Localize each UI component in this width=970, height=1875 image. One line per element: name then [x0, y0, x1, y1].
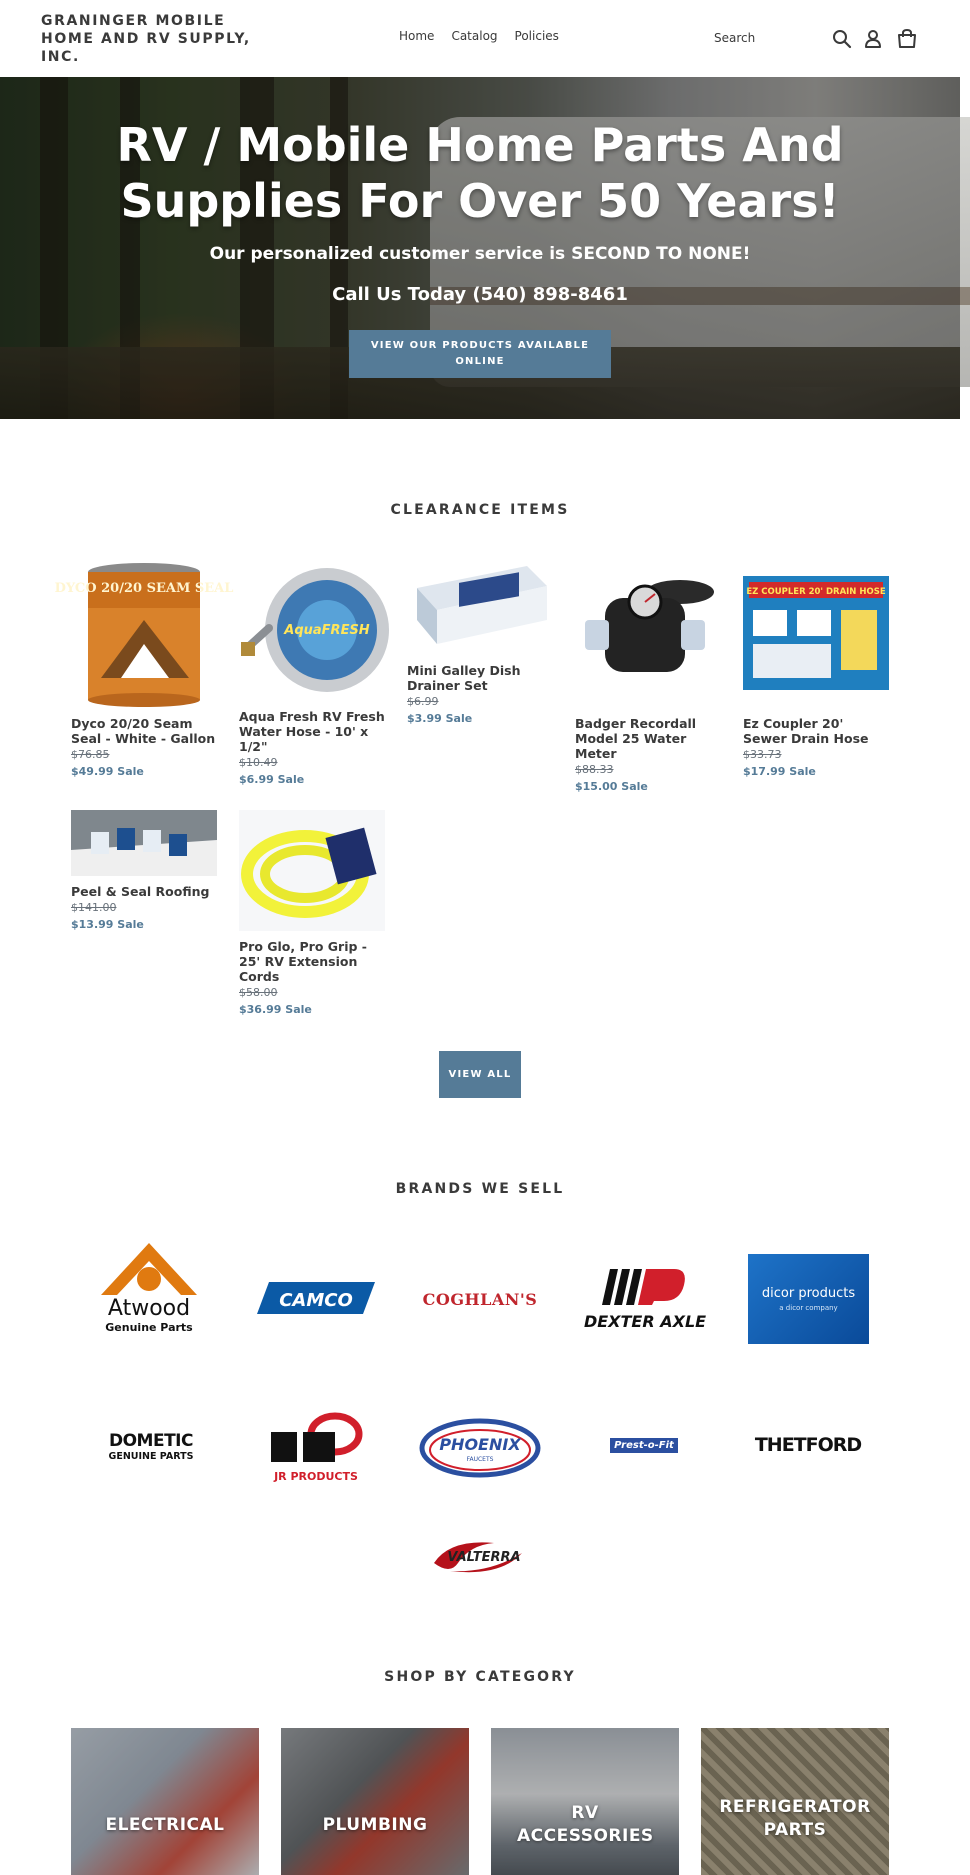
product-sale-price: $3.99 Sale — [407, 712, 473, 725]
category-overlay — [71, 1728, 259, 1875]
category-rv-accessories-label: RV ACCESSORIES — [517, 1803, 654, 1846]
product-image-label: EZ COUPLER 20' DRAIN HOSE — [746, 587, 886, 597]
product-name[interactable]: Pro Glo, Pro Grip - 25' RV Extension Cords — [239, 939, 367, 984]
brand-dometic[interactable] — [90, 1426, 212, 1466]
brand-dometic-name: DOMETIC — [108, 1430, 193, 1451]
search-icon[interactable] — [831, 28, 853, 50]
product-image[interactable] — [71, 810, 217, 876]
product-name[interactable]: Mini Galley Dish Drainer Set — [407, 663, 521, 693]
product-old-price: $88.33 — [575, 763, 614, 776]
product-sale-price: $49.99 Sale — [71, 765, 144, 778]
brand-camco[interactable] — [255, 1280, 377, 1316]
product-image-label: DYCO 20/20 SEAM SEAL — [54, 581, 234, 596]
category-rv-accessories[interactable] — [491, 1728, 679, 1875]
product-name[interactable]: Dyco 20/20 Seam Seal - White - Gallon — [71, 716, 216, 746]
site-logo-text[interactable]: GRANINGER MOBILE HOME AND RV SUPPLY, INC. — [41, 13, 251, 65]
product-card[interactable] — [71, 810, 217, 931]
product-old-price: $58.00 — [239, 986, 278, 999]
view-all-button[interactable]: VIEW ALL — [439, 1051, 521, 1098]
product-old-price: $6.99 — [407, 695, 439, 708]
product-image-label: AquaFRESH — [284, 623, 370, 638]
category-plumbing[interactable] — [281, 1728, 469, 1875]
brand-atwood[interactable] — [79, 1235, 219, 1335]
brand-thetford[interactable] — [745, 1430, 871, 1460]
categories-title: SHOP BY CATEGORY — [384, 1669, 576, 1685]
product-old-price: $10.49 — [239, 756, 278, 769]
brand-coghlans-name: COGHLAN'S — [422, 1289, 538, 1309]
brand-prestofit-name: Prest-o-Fit — [610, 1438, 678, 1453]
product-sale-price: $17.99 Sale — [743, 765, 816, 778]
product-name[interactable]: Ez Coupler 20' Sewer Drain Hose — [743, 716, 869, 746]
product-sale-price: $36.99 Sale — [239, 1003, 312, 1016]
brand-phoenix-sub: FAUCETS — [466, 1456, 494, 1463]
account-icon[interactable] — [862, 28, 884, 50]
brands-title: BRANDS WE SELL — [395, 1181, 565, 1197]
product-old-price: $141.00 — [71, 901, 117, 914]
brand-valterra[interactable] — [430, 1533, 530, 1579]
product-card[interactable] — [407, 558, 553, 725]
product-sale-price: $6.99 Sale — [239, 773, 305, 786]
product-name[interactable]: Badger Recordall Model 25 Water Meter — [575, 716, 697, 761]
brand-coghlans[interactable] — [420, 1284, 540, 1314]
brand-valterra-name: VALTERRA — [447, 1550, 521, 1565]
hero-banner — [0, 77, 960, 419]
product-card[interactable] — [743, 558, 889, 778]
category-overlay — [281, 1728, 469, 1875]
product-image[interactable] — [54, 558, 234, 708]
product-image[interactable] — [239, 810, 385, 931]
brand-phoenix[interactable] — [418, 1416, 542, 1480]
brand-dexter-axle[interactable] — [580, 1265, 710, 1335]
main-nav — [399, 29, 559, 43]
product-card[interactable] — [239, 810, 385, 1016]
hero-subtitle: Our personalized customer service is SECOND TO NONE! — [209, 244, 751, 264]
brand-prest-o-fit[interactable] — [610, 1435, 678, 1455]
nav-catalog[interactable]: Catalog — [451, 29, 498, 43]
cart-icon[interactable] — [896, 28, 918, 50]
brand-camco-name: CAMCO — [279, 1290, 353, 1311]
category-refrigerator-parts-label: REFRIGERATOR PARTS — [719, 1797, 871, 1840]
brand-phoenix-name: PHOENIX — [439, 1435, 521, 1454]
category-electrical-label: ELECTRICAL — [105, 1815, 225, 1835]
product-image[interactable] — [575, 558, 721, 708]
brand-dicor[interactable] — [748, 1254, 869, 1344]
brand-dicor-sub: a dicor company — [779, 1304, 838, 1312]
nav-policies[interactable]: Policies — [514, 29, 559, 43]
product-old-price: $33.73 — [743, 748, 782, 761]
product-name[interactable]: Aqua Fresh RV Fresh Water Hose - 10' x 1/2" — [239, 709, 385, 754]
brand-jr-name: JR PRODUCTS — [274, 1470, 358, 1483]
product-name[interactable]: Peel & Seal Roofing — [71, 884, 210, 899]
clearance-title: CLEARANCE ITEMS — [390, 502, 570, 518]
product-sale-price: $13.99 Sale — [71, 918, 144, 931]
category-refrigerator-parts[interactable] — [701, 1728, 889, 1875]
search-input[interactable] — [714, 26, 824, 50]
view-products-button[interactable]: VIEW OUR PRODUCTS AVAILABLE ONLINE — [349, 330, 611, 378]
brand-atwood-sub: Genuine Parts — [105, 1321, 193, 1334]
brand-thetford-name: THETFORD — [754, 1434, 862, 1456]
product-card[interactable] — [575, 558, 721, 793]
brand-atwood-name: Atwood — [107, 1296, 191, 1321]
brand-dexter-name: DEXTER AXLE — [583, 1312, 707, 1331]
brand-jr-products[interactable] — [265, 1410, 367, 1486]
product-image[interactable] — [407, 558, 553, 655]
hero-title: RV / Mobile Home Parts And Supplies For Over 50 Years! — [116, 118, 844, 228]
nav-home[interactable]: Home — [399, 29, 435, 43]
product-image[interactable] — [743, 558, 889, 708]
hero-phone: Call Us Today (540) 898-8461 — [332, 284, 628, 305]
category-plumbing-label: PLUMBING — [322, 1815, 428, 1835]
brand-dicor-name: dicor products — [761, 1286, 856, 1301]
category-electrical[interactable] — [71, 1728, 259, 1875]
product-old-price: $76.85 — [71, 748, 110, 761]
product-sale-price: $15.00 Sale — [575, 780, 648, 793]
product-card[interactable] — [54, 558, 234, 778]
product-image[interactable] — [239, 558, 385, 701]
brand-dometic-sub: GENUINE PARTS — [108, 1450, 194, 1462]
product-card[interactable] — [239, 558, 385, 786]
site-header — [0, 0, 960, 77]
